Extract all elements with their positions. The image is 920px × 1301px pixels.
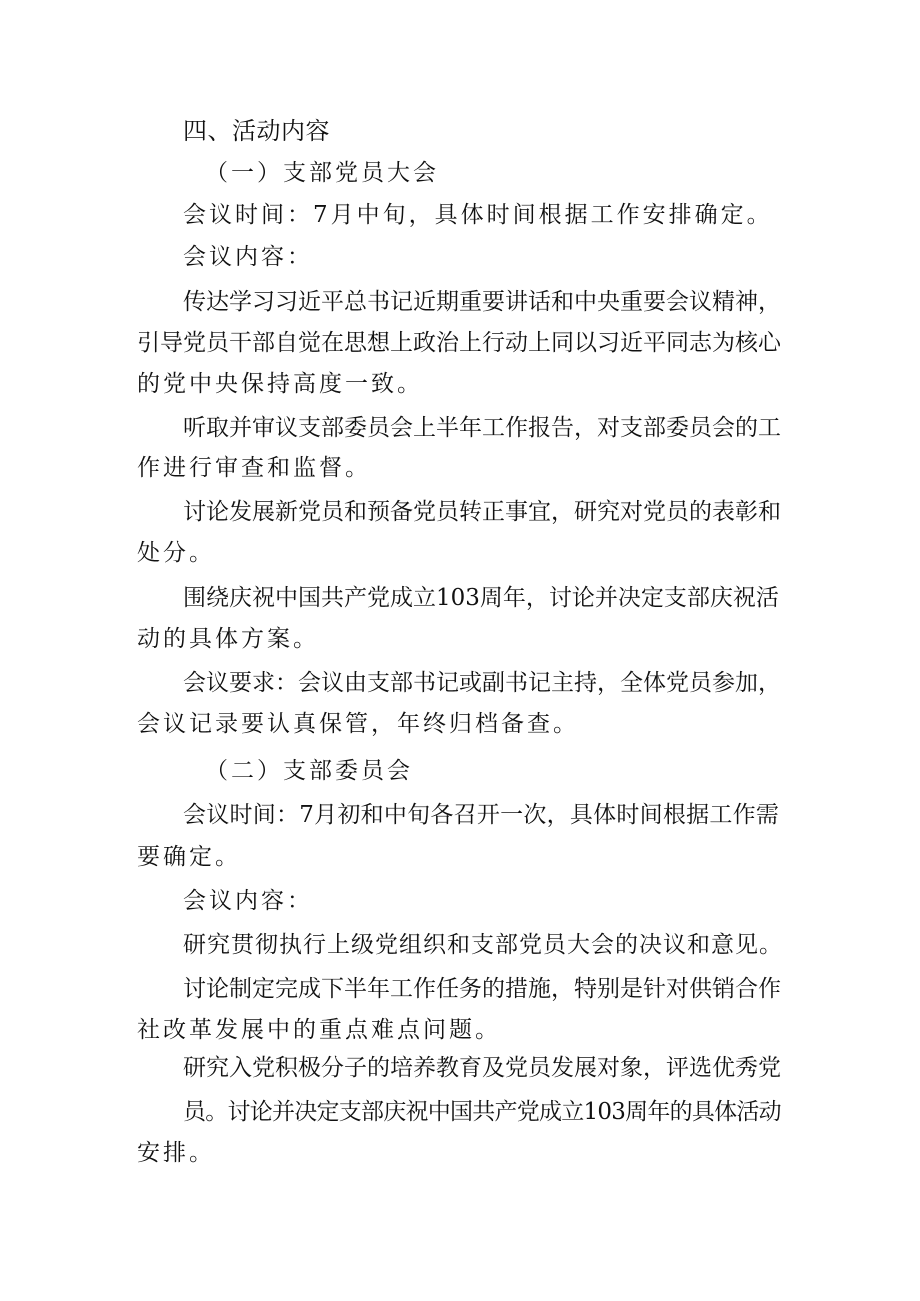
paragraph-line: 围绕庆祝中国共产党成立103周年，讨论并决定支部庆祝活 xyxy=(183,585,779,611)
meeting-time-1: 会议时间：7月中旬，具体时间根据工作安排确定。 xyxy=(183,202,773,228)
paragraph-line: 动的具体方案。 xyxy=(137,626,319,652)
paragraph-line: 讨论制定完成下半年工作任务的措施，特别是针对供销合作 xyxy=(183,976,781,1002)
meeting-requirements-line: 会议要求：会议由支部书记或副书记主持，全体党员参加， xyxy=(183,670,781,696)
section-heading: 四、活动内容 xyxy=(183,117,330,145)
paragraph-line: 讨论发展新党员和预备党员转正事宜，研究对党员的表彰和 xyxy=(183,499,781,525)
paragraph-line: 的党中央保持高度一致。 xyxy=(137,371,423,397)
meeting-content-label-2: 会议内容： xyxy=(183,888,313,914)
subsection-title-branch-committee: （二）支部委员会 xyxy=(205,758,413,784)
paragraph-line: 社改革发展中的重点难点问题。 xyxy=(137,1017,501,1043)
paragraph-line: 员。讨论并决定支部庆祝中国共产党成立103周年的具体活动 xyxy=(183,1099,781,1125)
meeting-time-2-cont: 要确定。 xyxy=(137,844,241,870)
paragraph-line: 作进行审查和监督。 xyxy=(137,455,371,481)
meeting-requirements-line: 会议记录要认真保管，年终归档备查。 xyxy=(137,711,579,737)
paragraph-line: 引导党员干部自觉在思想上政治上行动上同以习近平同志为核心 xyxy=(137,330,781,356)
subsection-title-branch-meeting: （一）支部党员大会 xyxy=(205,160,439,186)
paragraph-line: 研究入党积极分子的培养教育及党员发展对象，评选优秀党 xyxy=(183,1055,781,1081)
meeting-content-label-1: 会议内容： xyxy=(183,244,313,270)
paragraph-line: 传达学习习近平总书记近期重要讲话和中央重要会议精神， xyxy=(183,289,781,315)
paragraph-line: 处分。 xyxy=(137,540,215,566)
paragraph-line: 安排。 xyxy=(137,1140,215,1166)
paragraph-line: 听取并审议支部委员会上半年工作报告，对支部委员会的工 xyxy=(183,415,781,441)
paragraph-line: 研究贯彻执行上级党组织和支部党员大会的决议和意见。 xyxy=(183,932,783,958)
meeting-time-2: 会议时间：7月初和中旬各召开一次，具体时间根据工作需 xyxy=(183,802,780,828)
